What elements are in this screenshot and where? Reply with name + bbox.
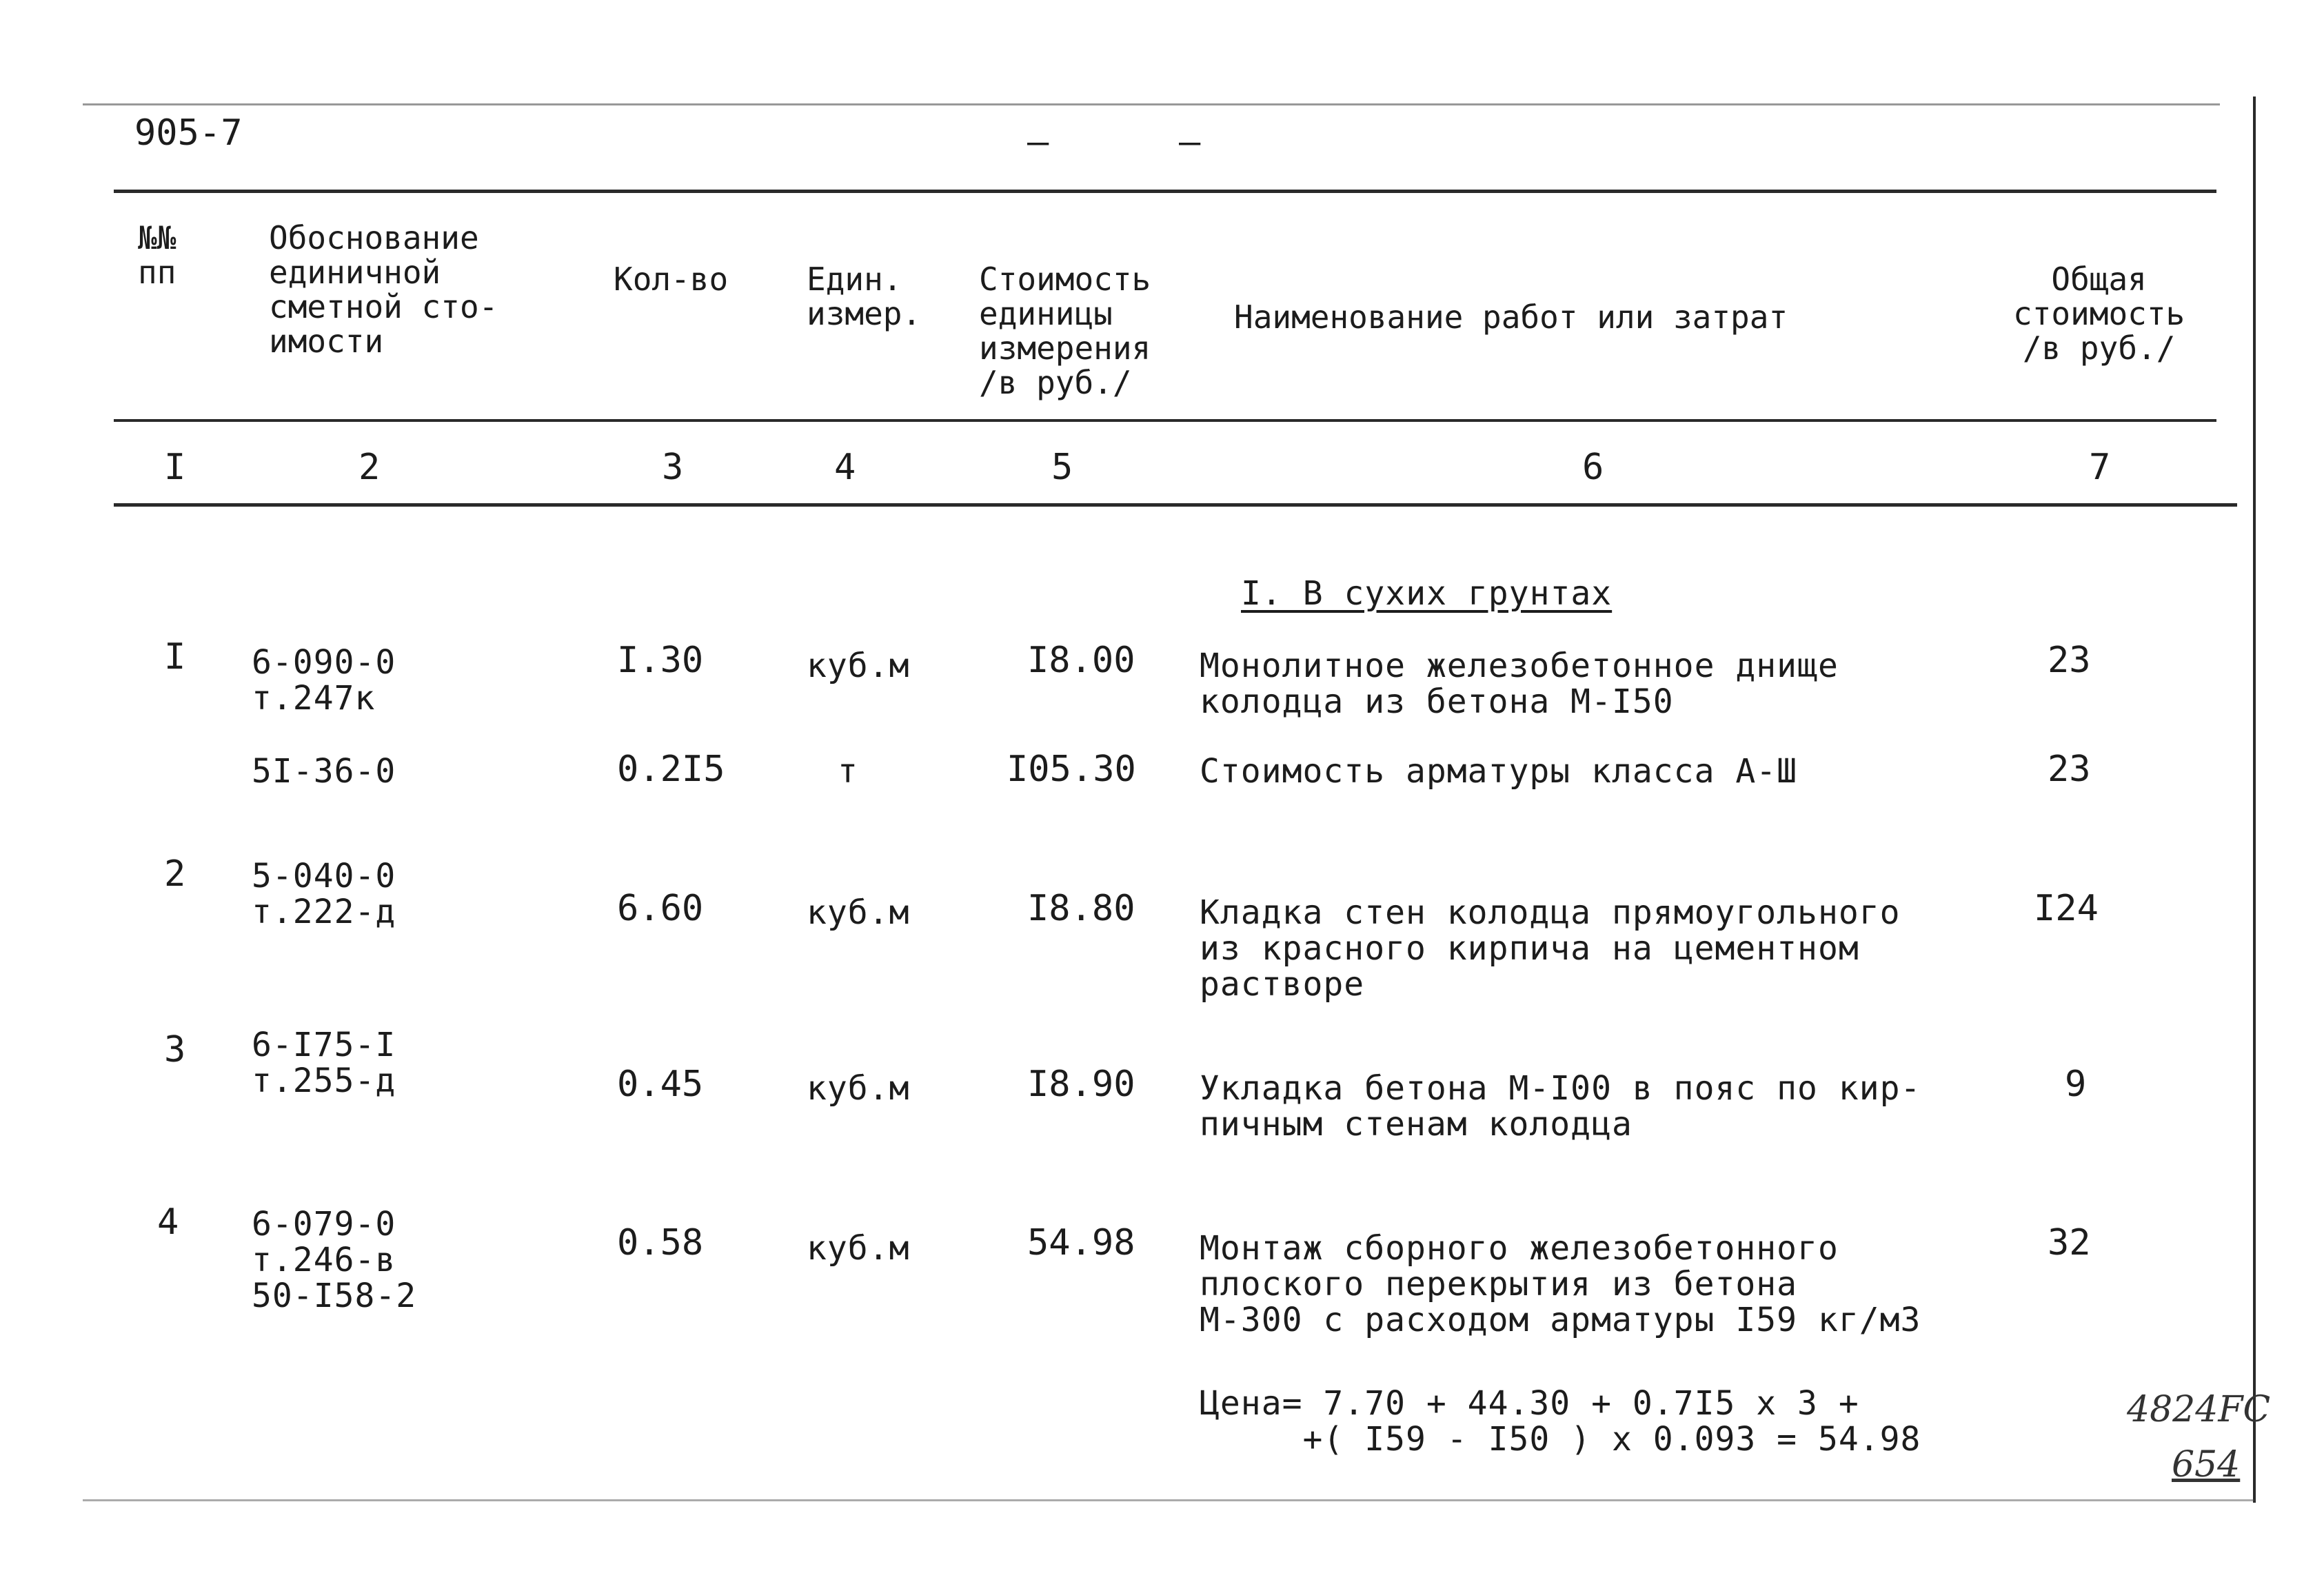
row-1-work-name: Монолитное железобетонное днище колодца из бетона М-I50 (1200, 647, 1839, 721)
section-title-text: I. В сухих грунтах (1241, 574, 1613, 613)
row-1-unit-price: I8.00 (1027, 640, 1135, 681)
row-1-quantity: I.30 (617, 640, 704, 681)
top-border-line (83, 103, 2220, 105)
row-3-unit-price: I8.80 (1027, 888, 1135, 929)
bottom-border-line (83, 1499, 2254, 1501)
price-formula: Цена= 7.70 + 44.30 + 0.7I5 x 3 + +( I59 - I50 ) x 0.093 = 54.98 (1200, 1384, 1921, 1459)
row-2-unit-price: I05.30 (1007, 749, 1136, 790)
row-1-number: I (164, 636, 186, 678)
header-bottom-rule (114, 419, 2216, 422)
header-unit: Един. измер. (807, 261, 922, 332)
row-5-work-name: Монтаж сборного железобетонного плоского перекрытия из бетона М-300 с расходом арматуры I59 кг/м3 (1200, 1229, 1921, 1339)
document-code: 905-7 (134, 112, 243, 154)
right-border-line (2253, 97, 2256, 1503)
row-5-total: 32 (2048, 1222, 2091, 1264)
row-3-basis: 5-040-0 т.222-д (252, 857, 396, 931)
row-5-number: 4 (157, 1201, 179, 1243)
header-total: Общая стоимость /в руб./ (2013, 261, 2185, 367)
row-1-basis: 6-090-0 т.247к (252, 643, 396, 718)
row-1-unit: куб.м (807, 647, 910, 685)
column-number-4: 4 (834, 447, 856, 488)
column-number-6: 6 (1582, 447, 1604, 488)
column-number-2: 2 (358, 447, 381, 488)
row-3-number: 2 (164, 853, 186, 895)
row-5-unit-price: 54.98 (1027, 1222, 1135, 1264)
stamp-bottom: 654 (2172, 1444, 2241, 1485)
row-5-quantity: 0.58 (617, 1222, 704, 1264)
row-4-unit: куб.м (807, 1069, 910, 1108)
header-top-rule (114, 190, 2216, 193)
row-2-work-name: Стоимость арматуры класса А-Ш (1200, 752, 1798, 791)
column-number-5: 5 (1051, 447, 1073, 488)
top-mark-2: – (1179, 121, 1201, 163)
column-number-3: 3 (662, 447, 684, 488)
row-5-unit: куб.м (807, 1229, 910, 1268)
row-4-unit-price: I8.90 (1027, 1064, 1135, 1105)
header-quantity: Кол-во (614, 261, 729, 298)
column-number-7: 7 (2089, 447, 2111, 488)
row-3-work-name: Кладка стен колодца прямоугольного из красного кирпича на цементном растворе (1200, 893, 1901, 1004)
column-numbers-rule (114, 503, 2237, 507)
row-1-total: 23 (2048, 640, 2091, 681)
top-mark-1: – (1027, 121, 1049, 163)
section-title (1241, 576, 1612, 611)
row-2-basis: 5I-36-0 (252, 752, 396, 791)
stamp-top: 4824FC (2127, 1389, 2271, 1430)
header-unit-price: Стоимость единицы измерения /в руб./ (979, 261, 1151, 401)
row-4-number: 3 (164, 1029, 186, 1071)
header-work-name: Наименование работ или затрат (1234, 298, 1788, 336)
row-2-unit: т (838, 752, 858, 791)
row-2-total: 23 (2048, 749, 2091, 790)
header-basis: Обоснование единичной сметной сто- имости (269, 219, 498, 360)
column-number-1: I (164, 447, 186, 488)
row-3-quantity: 6.60 (617, 888, 704, 929)
row-4-basis: 6-I75-I т.255-д (252, 1026, 396, 1100)
row-3-total: I24 (2034, 888, 2099, 929)
row-4-total: 9 (2065, 1064, 2087, 1105)
row-3-unit: куб.м (807, 893, 910, 932)
row-4-work-name: Укладка бетона М-I00 в пояс по кир- пичным стенам колодца (1200, 1069, 1921, 1144)
row-5-basis: 6-079-0 т.246-в 50-I58-2 (252, 1205, 417, 1315)
row-4-quantity: 0.45 (617, 1064, 704, 1105)
header-item-number: №№ пп (138, 219, 176, 291)
row-2-quantity: 0.2I5 (617, 749, 725, 790)
